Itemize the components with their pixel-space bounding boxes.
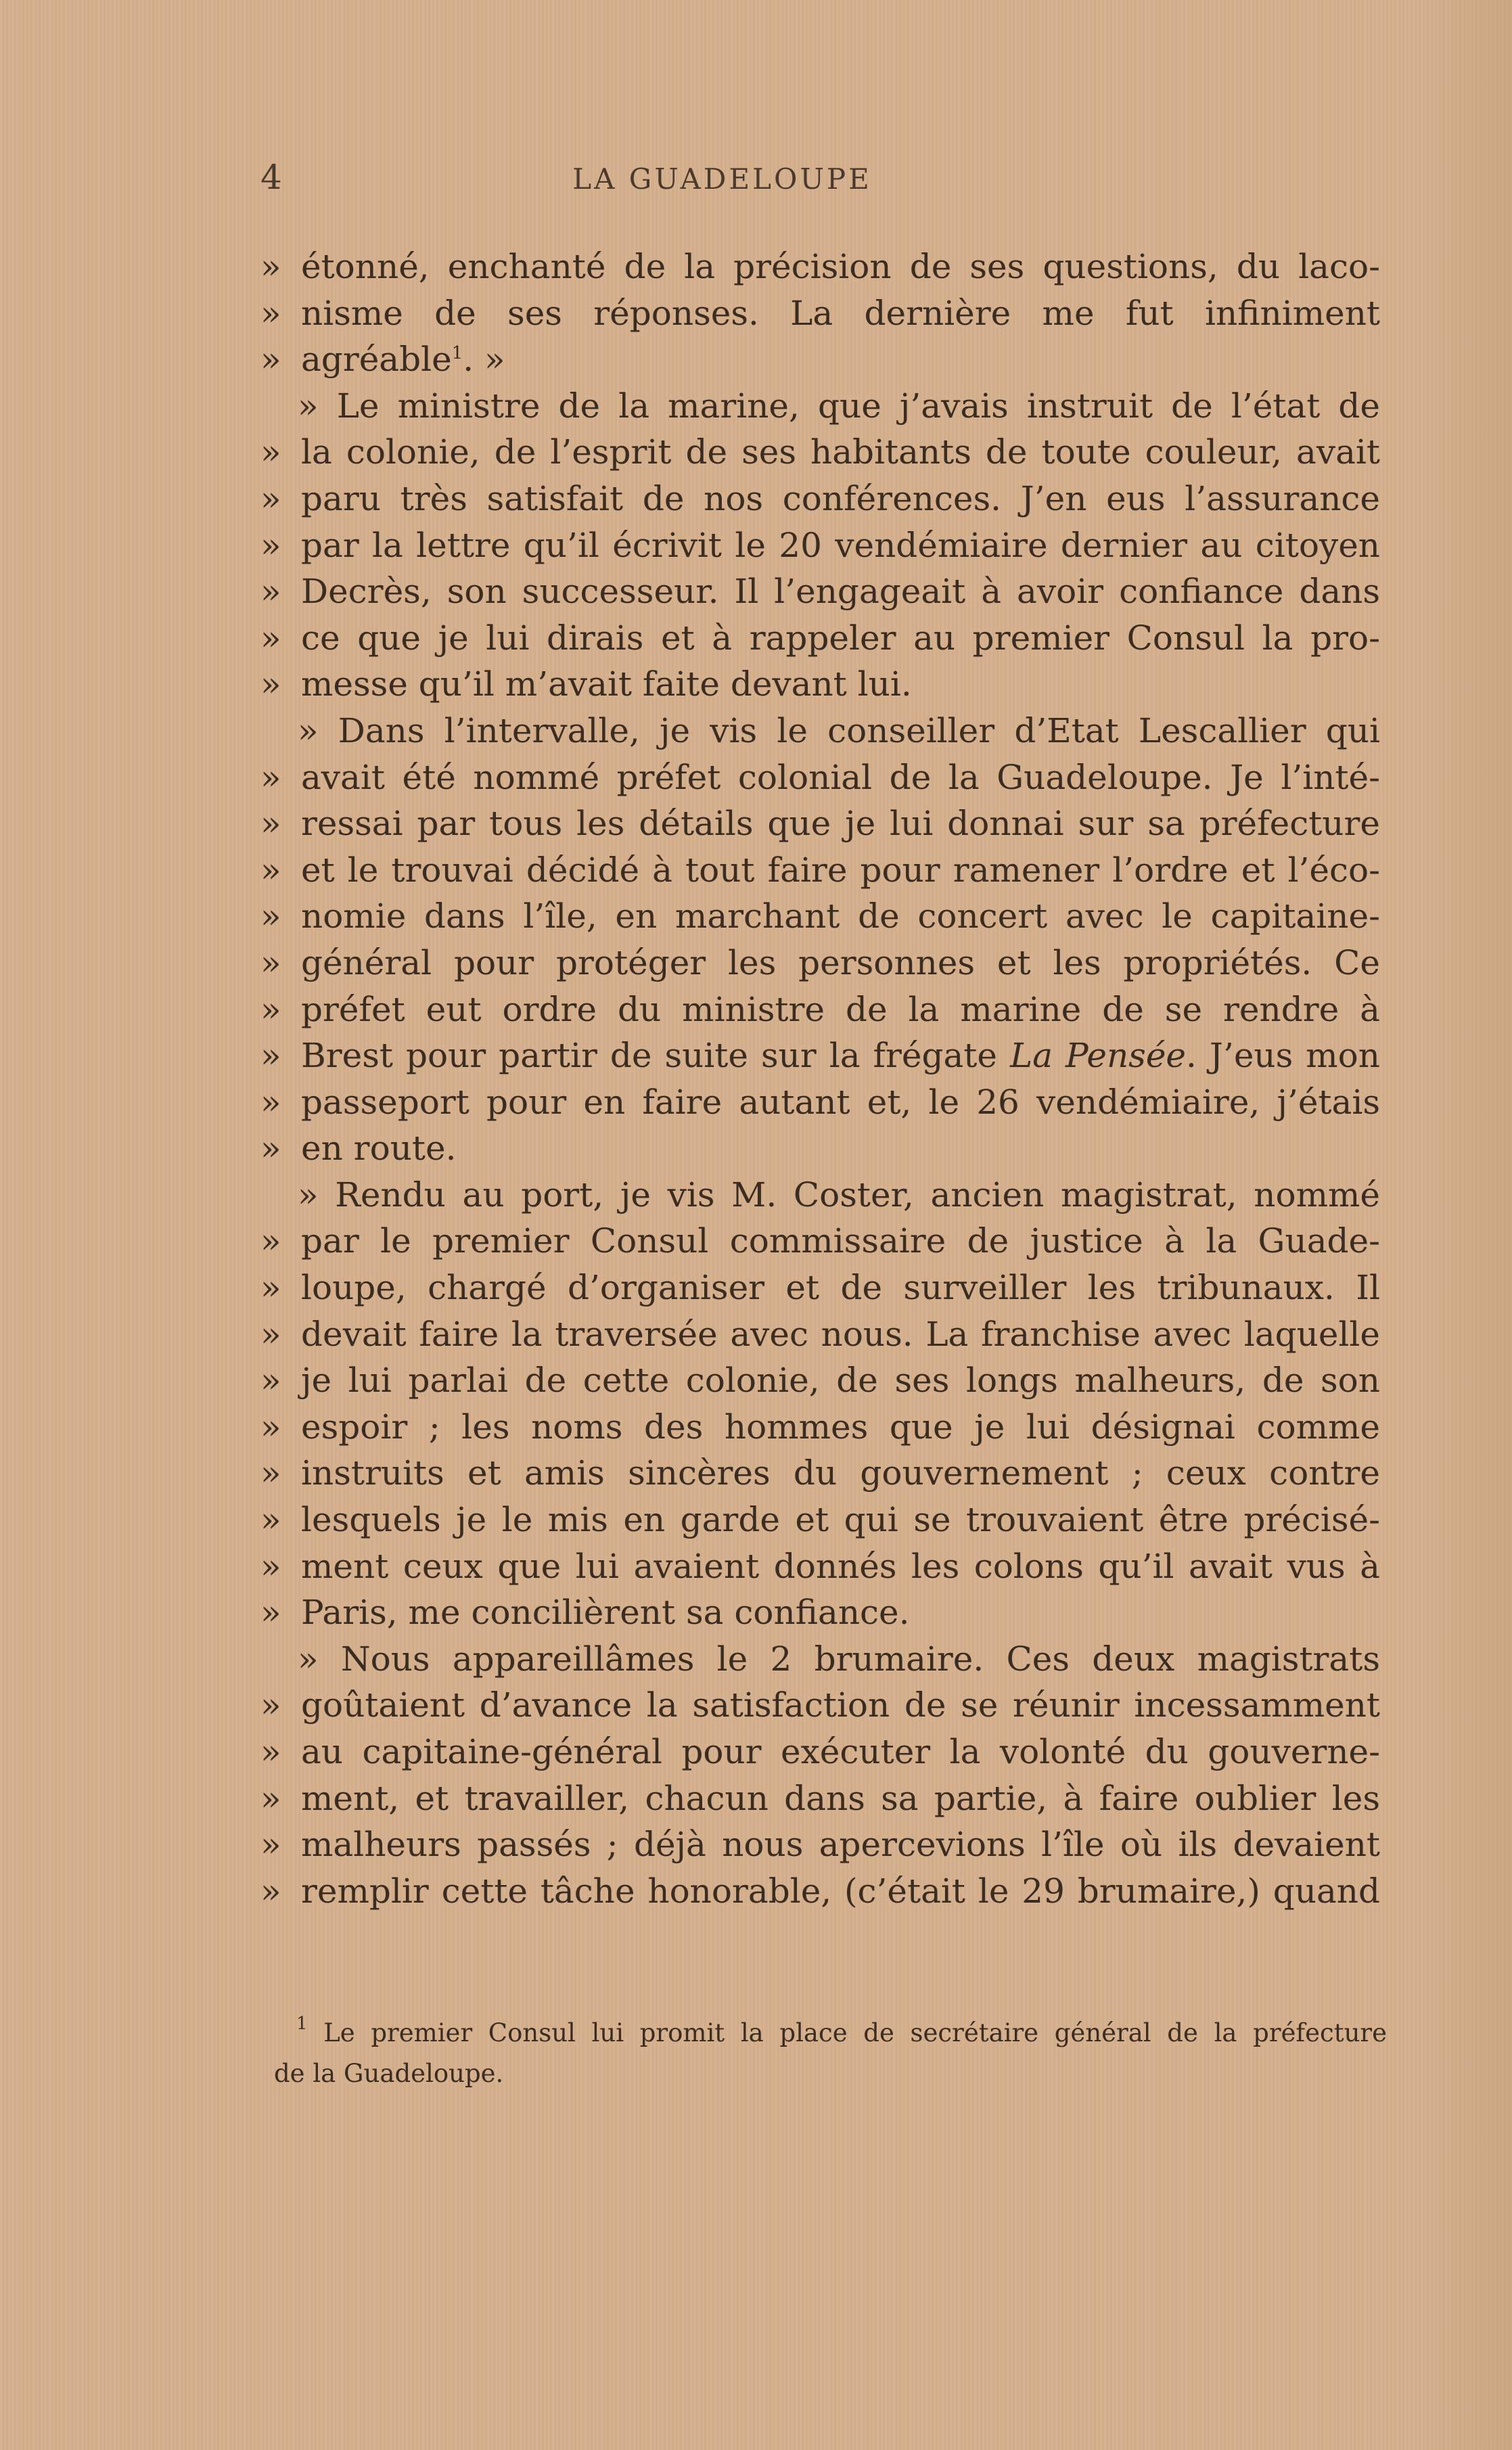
line-text-main: par la lettre qu’il écrivit le 20 vendémiaire dernier au citoyen (301, 525, 1380, 565)
text-line (260, 522, 1380, 569)
text-line (260, 1729, 1380, 1775)
text-line (260, 336, 1380, 383)
line-text-main: et le trouvai décidé à tout faire pour ramener l’ordre et l’éco- (301, 850, 1380, 890)
line-text-main: ce que je lui dirais et à rappeler au premier Consul la pro- (301, 618, 1380, 658)
line-text-main: malheurs passés ; déjà nous apercevions l’île où ils devaient (301, 1825, 1380, 1865)
guillemet-marker: » (260, 1221, 281, 1261)
line-text (301, 1265, 1380, 1311)
line-text (301, 1404, 1380, 1451)
guillemet-marker: » (260, 340, 281, 380)
line-text-main: Decrès, son successeur. Il l’engageait à avoir confiance dans (301, 572, 1380, 612)
text-line (260, 615, 1380, 662)
guillemet-marker: » (260, 1407, 281, 1447)
line-text (301, 1821, 1380, 1868)
footnote-marker: 1 (296, 2014, 308, 2034)
paragraph-start-line (260, 383, 1380, 430)
line-text (301, 754, 1380, 801)
line-text-main: Brest pour partir de suite sur la frégate (301, 1036, 1010, 1076)
guillemet-marker: » (260, 664, 281, 704)
line-text (301, 1729, 1380, 1775)
line-text-main: » Nous appareillâmes le 2 brumaire. Ces deux magistrats (298, 1639, 1380, 1679)
line-text-main: » Dans l’intervalle, je vis le conseiller d’Etat Lescallier qui (298, 710, 1380, 750)
ship-name-italic: La Pensée (1009, 1036, 1187, 1076)
line-text-main: général pour protéger les personnes et les propriétés. Ce (301, 943, 1380, 982)
line-text-main: espoir ; les noms des hommes que je lui désignai comme (301, 1407, 1380, 1447)
line-text (301, 1218, 1380, 1265)
line-text-tail: . J’eus mon (1186, 1036, 1380, 1076)
text-line (260, 986, 1380, 1033)
line-text-main: Paris, me concilièrent sa confiance. (301, 1593, 910, 1633)
guillemet-marker: » (260, 1314, 281, 1354)
line-text-main: je lui parlai de cette colonie, de ses longs malheurs, de son (301, 1361, 1380, 1401)
line-text-main: agréable (301, 340, 452, 380)
line-text-main: par le premier Consul commissaire de justice à la Guade- (301, 1221, 1380, 1261)
line-text (301, 1543, 1380, 1590)
guillemet-marker: » (260, 1685, 281, 1725)
guillemet-marker: » (260, 989, 281, 1029)
text-line (260, 290, 1380, 337)
line-text (301, 1079, 1380, 1126)
line-text-main: » Rendu au port, je vis M. Coster, ancien magistrat, nommé (298, 1175, 1380, 1215)
line-text-main: nomie dans l’île, en marchant de concert avec le capitaine- (301, 897, 1380, 936)
footnote-line-1: $^1$ Le premier Consul lui promit la place de secrétaire général de la préfecture (296, 2014, 1387, 2047)
line-text (301, 1357, 1380, 1404)
guillemet-marker: » (260, 1778, 281, 1818)
line-text-main: messe qu’il m’avait faite devant lui. (301, 664, 912, 704)
line-text (301, 1682, 1380, 1729)
line-text-main: préfet eut ordre du ministre de la marine de se rendre à (301, 989, 1380, 1029)
text-line (260, 847, 1380, 894)
line-text-main: lesquels je le mis en garde et qui se trouvaient être précisé- (301, 1500, 1380, 1540)
running-header-title: LA GUADELOUPE (572, 162, 872, 196)
guillemet-marker: » (260, 897, 281, 936)
page-number: 4 (260, 158, 282, 197)
text-line (260, 1450, 1380, 1497)
line-text (301, 893, 1380, 940)
line-text-main: ressai par tous les détails que je lui donnai sur sa préfecture (301, 804, 1380, 844)
line-text (298, 383, 1380, 430)
line-text (298, 708, 1380, 754)
line-text-main: ment, et travailler, chacun dans sa partie, à faire oublier les (301, 1778, 1380, 1818)
text-line (260, 568, 1380, 615)
line-text-main: devait faire la traversée avec nous. La franchise avec laquelle (301, 1314, 1380, 1354)
line-text (301, 847, 1380, 894)
line-text (298, 1172, 1380, 1219)
line-text (301, 800, 1380, 847)
line-text-main: au capitaine-général pour exécuter la volonté du gouverne- (301, 1732, 1380, 1771)
line-text-main: passeport pour en faire autant et, le 26 vendémiaire, j’étais (301, 1082, 1380, 1122)
line-text-tail: . » (463, 340, 505, 380)
paragraph-start-line (260, 1636, 1380, 1683)
text-line (260, 1543, 1380, 1590)
line-text (301, 244, 1380, 290)
line-text (301, 290, 1380, 337)
text-line (260, 1125, 1380, 1172)
line-text-main: avait été nommé préfet colonial de la Guadeloupe. Je l’inté- (301, 757, 1380, 797)
line-text-main: » Le ministre de la marine, que j’avais instruit de l’état de (298, 386, 1380, 426)
line-text (301, 1775, 1380, 1822)
guillemet-marker: » (260, 1593, 281, 1633)
guillemet-marker: » (260, 1825, 281, 1865)
line-text (301, 940, 1380, 986)
line-text (301, 568, 1380, 615)
guillemet-marker: » (260, 572, 281, 612)
text-line (260, 1682, 1380, 1729)
line-text (301, 429, 1380, 476)
line-text (301, 1868, 1380, 1915)
paragraph-start-line (260, 1172, 1380, 1219)
line-text (301, 1589, 1380, 1636)
guillemet-marker: » (260, 293, 281, 333)
guillemet-marker: » (260, 1453, 281, 1493)
line-text (301, 1450, 1380, 1497)
guillemet-marker: » (260, 1036, 281, 1076)
line-text (301, 476, 1380, 522)
footnote-reference: 1 (451, 343, 463, 364)
line-text-main: loupe, chargé d’organiser et de surveiller les tribunaux. Il (301, 1268, 1380, 1308)
line-text (301, 336, 1380, 383)
text-line (260, 1357, 1380, 1404)
text-line (260, 754, 1380, 801)
line-text-main: en route. (301, 1129, 457, 1169)
text-line (260, 476, 1380, 522)
guillemet-marker: » (260, 247, 281, 286)
line-text-main: ment ceux que lui avaient donnés les colons qu’il avait vus à (301, 1546, 1380, 1586)
guillemet-marker: » (260, 618, 281, 658)
line-text-main: la colonie, de l’esprit de ses habitants de toute couleur, avait (301, 432, 1380, 472)
guillemet-marker: » (260, 525, 281, 565)
line-text (301, 1497, 1380, 1543)
text-line (260, 1033, 1380, 1079)
text-line (260, 1821, 1380, 1868)
guillemet-marker: » (260, 1500, 281, 1540)
text-line (260, 1265, 1380, 1311)
line-text-main: étonné, enchanté de la précision de ses questions, du laco- (301, 247, 1380, 286)
text-line (260, 1079, 1380, 1126)
paragraph-start-line (260, 708, 1380, 754)
guillemet-marker: » (260, 943, 281, 982)
guillemet-marker: » (260, 1361, 281, 1401)
guillemet-marker: » (260, 1082, 281, 1122)
text-line (260, 800, 1380, 847)
guillemet-marker: » (260, 804, 281, 844)
line-text-main: instruits et amis sincères du gouvernement ; ceux contre (301, 1453, 1380, 1493)
text-line (260, 1404, 1380, 1451)
guillemet-marker: » (260, 1732, 281, 1771)
line-text (301, 522, 1380, 569)
footnote (274, 2013, 1387, 2094)
text-line (260, 1775, 1380, 1822)
line-text-main: goûtaient d’avance la satisfaction de se réunir incessamment (301, 1685, 1380, 1725)
guillemet-marker: » (260, 757, 281, 797)
body-text (260, 244, 1380, 1914)
line-text-main: nisme de ses réponses. La dernière me fut infiniment (301, 293, 1380, 333)
text-line (260, 1589, 1380, 1636)
text-line (260, 1868, 1380, 1915)
text-line (260, 940, 1380, 986)
line-text (301, 661, 1380, 708)
guillemet-marker: » (260, 478, 281, 518)
text-line (260, 1311, 1380, 1358)
text-line (260, 244, 1380, 290)
text-line (260, 661, 1380, 708)
text-line (260, 893, 1380, 940)
line-text (301, 1125, 1380, 1172)
text-line (260, 429, 1380, 476)
line-text (301, 986, 1380, 1033)
text-line (260, 1497, 1380, 1543)
line-text (301, 1311, 1380, 1358)
text-line (260, 1218, 1380, 1265)
line-text (301, 1033, 1380, 1079)
line-text-main: remplir cette tâche honorable, (c’était le 29 brumaire,) quand (301, 1871, 1380, 1911)
line-text (301, 615, 1380, 662)
footnote-line-2: de la Guadeloupe. (274, 2059, 504, 2088)
guillemet-marker: » (260, 1129, 281, 1169)
line-text-main: paru très satisfait de nos conférences. J’en eus l’assurance (301, 478, 1380, 518)
guillemet-marker: » (260, 1871, 281, 1911)
guillemet-marker: » (260, 432, 281, 472)
guillemet-marker: » (260, 850, 281, 890)
guillemet-marker: » (260, 1546, 281, 1586)
line-text (298, 1636, 1380, 1683)
guillemet-marker: » (260, 1268, 281, 1308)
